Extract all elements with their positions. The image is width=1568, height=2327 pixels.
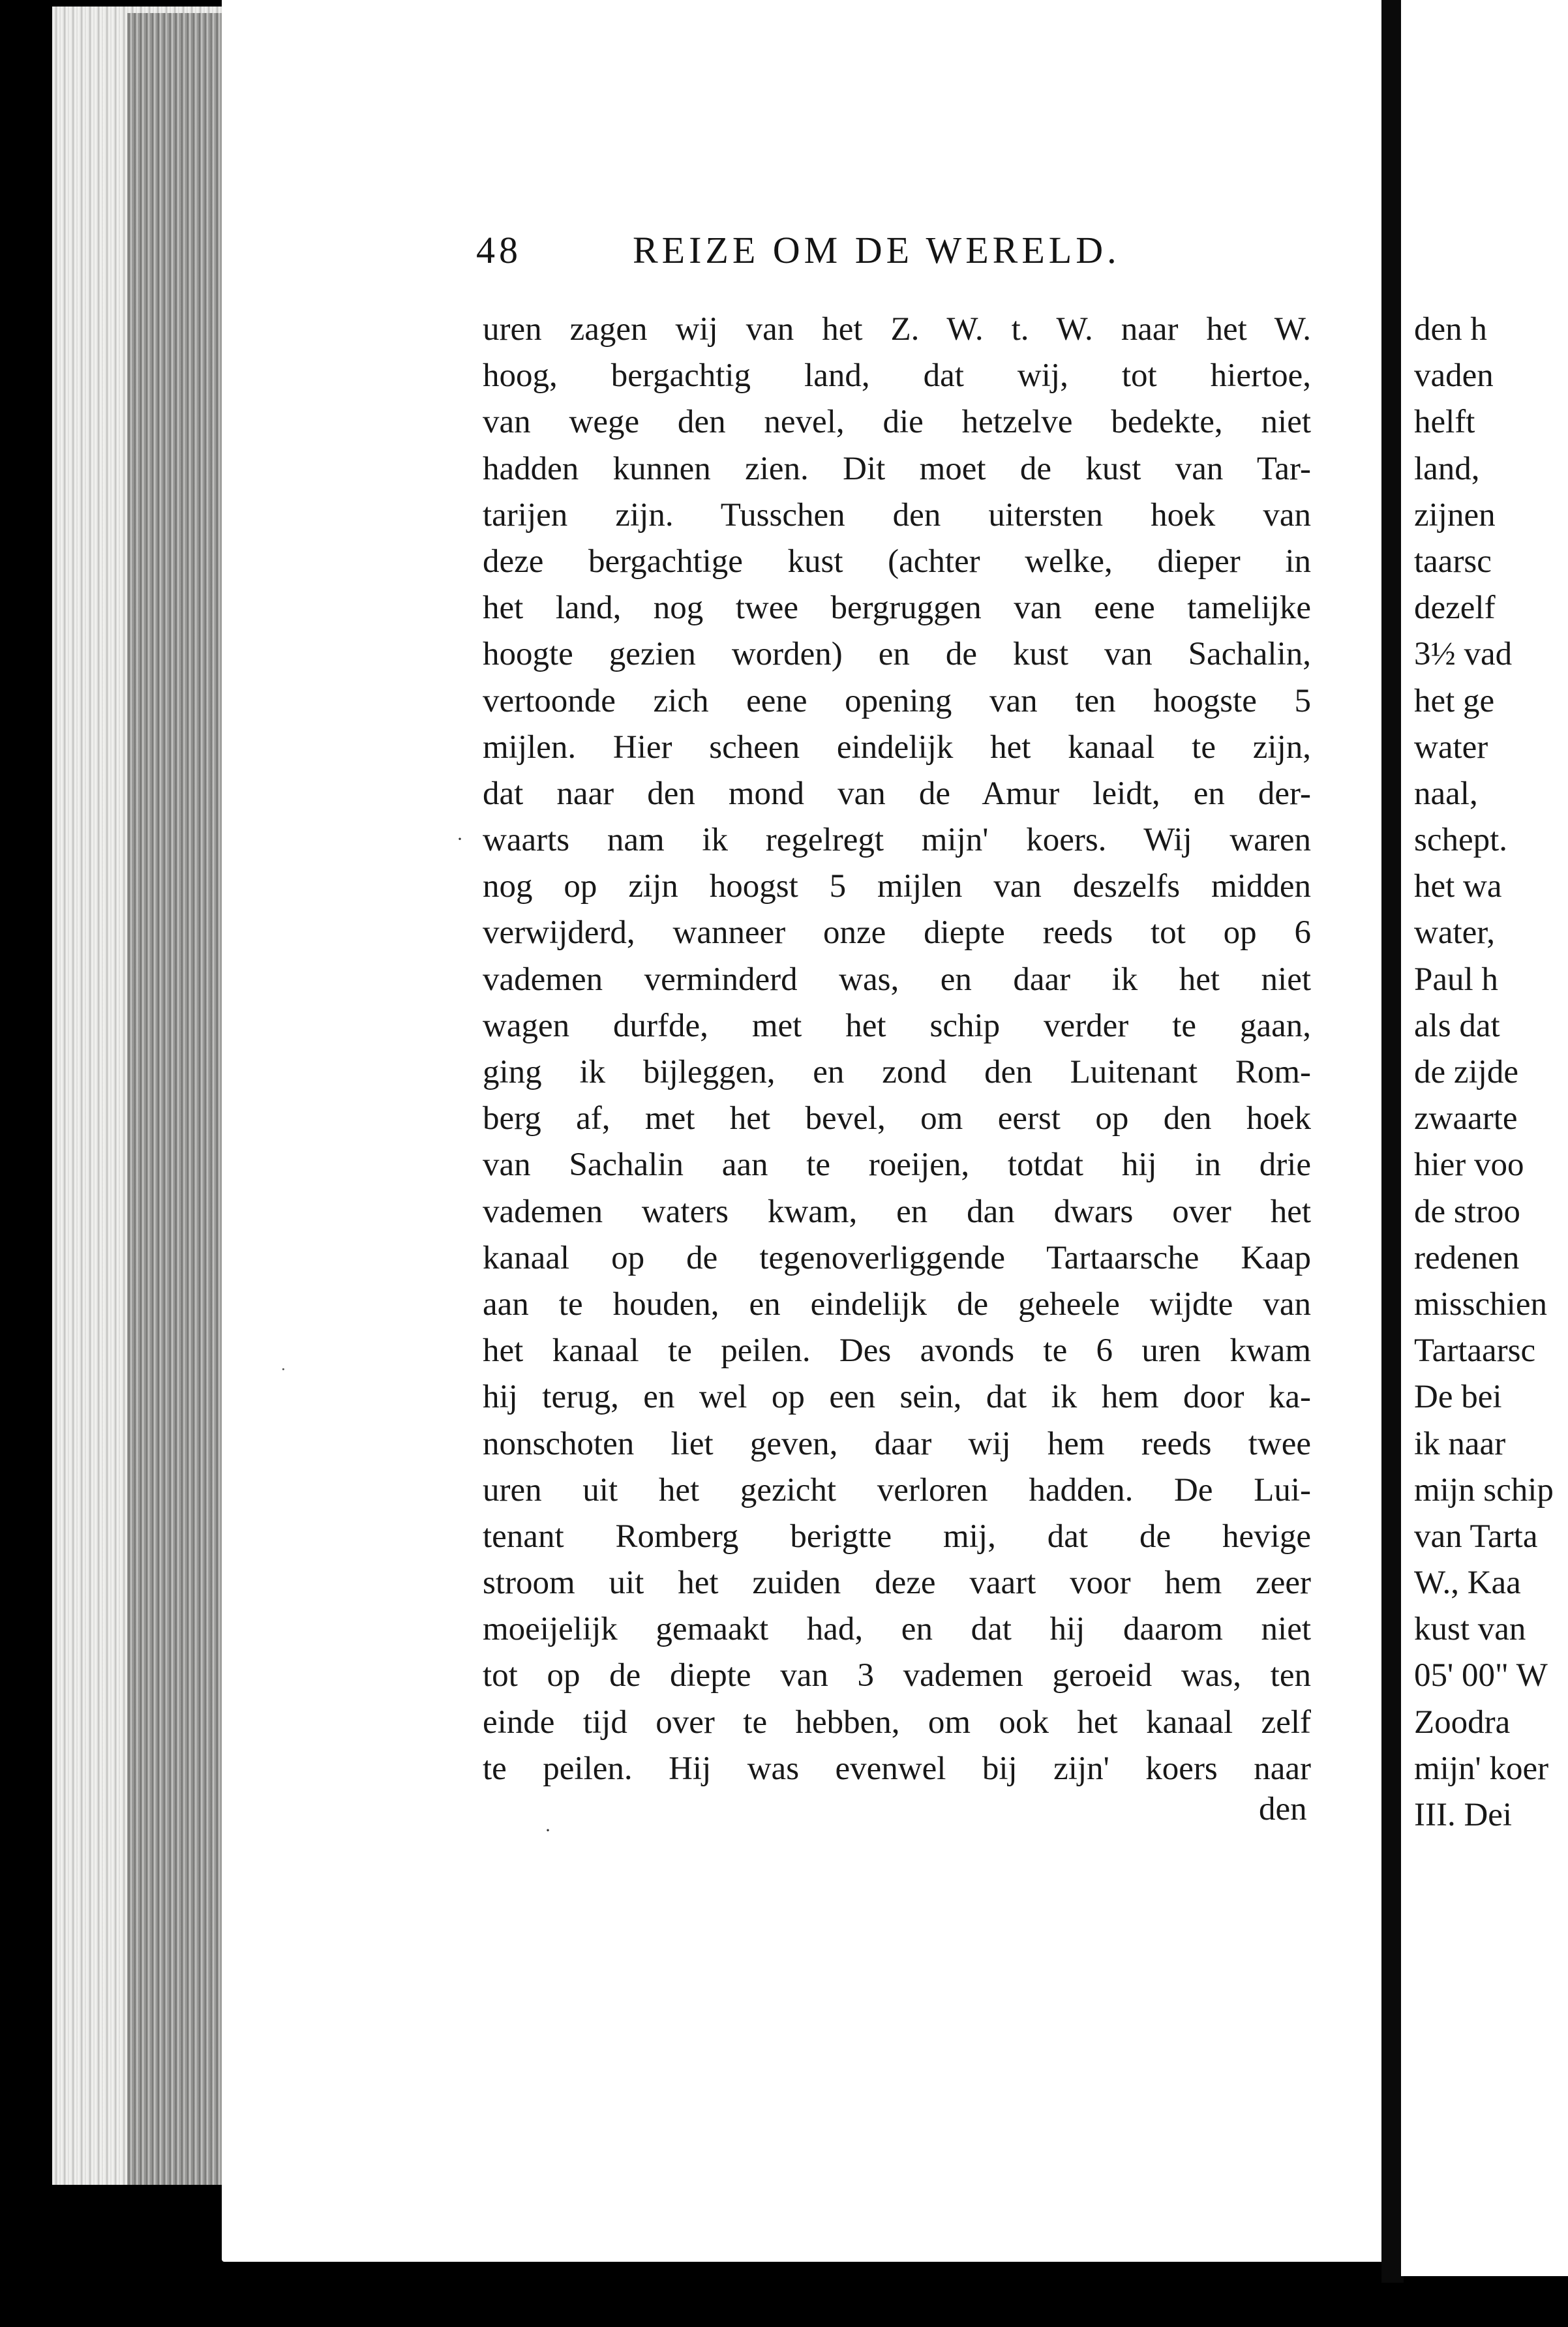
text-line: vaden bbox=[1414, 357, 1494, 395]
text-line: kust van bbox=[1414, 1611, 1526, 1648]
text-line: van Tarta bbox=[1414, 1518, 1538, 1555]
text-line: schept. bbox=[1414, 822, 1508, 859]
text-line: aan te houden, en eindelijk de geheele wijdte van bbox=[483, 1285, 1311, 1323]
text-line: kanaal op de tegenoverliggende Tartaarsche Kaap bbox=[483, 1239, 1311, 1276]
text-line: hoogte gezien worden) en de kust van Sachalin, bbox=[483, 636, 1311, 673]
text-line: Paul h bbox=[1414, 961, 1498, 998]
text-line: het ge bbox=[1414, 682, 1495, 719]
text-line: hoog, bergachtig land, dat wij, tot hiertoe, bbox=[483, 357, 1311, 395]
text-line: hij terug, en wel op een sein, dat ik hem door ka- bbox=[483, 1379, 1311, 1416]
text-line: het land, nog twee bergruggen van eene tamelijke bbox=[483, 590, 1311, 627]
text-line: tot op de diepte van 3 vademen geroeid was, ten bbox=[483, 1657, 1311, 1694]
text-line: vademen verminderd was, en daar ik het niet bbox=[483, 961, 1311, 998]
text-line: hadden kunnen zien. Dit moet de kust van Tar- bbox=[483, 450, 1311, 487]
text-line: mijlen. Hier scheen eindelijk het kanaal te zijn, bbox=[483, 728, 1311, 766]
text-line: tarijen zijn. Tusschen den uitersten hoek van bbox=[483, 496, 1311, 533]
text-line: Zoodra bbox=[1414, 1704, 1511, 1741]
page-header bbox=[476, 228, 1389, 280]
text-line: de stroo bbox=[1414, 1193, 1520, 1230]
text-line: De bei bbox=[1414, 1379, 1502, 1416]
text-line: water, bbox=[1414, 914, 1495, 952]
text-line: deze bergachtige kust (achter welke, dieper in bbox=[483, 543, 1311, 580]
text-line: Tartaarsc bbox=[1414, 1332, 1536, 1370]
text-line: ging ik bijleggen, en zond den Luitenant Rom- bbox=[483, 1054, 1311, 1090]
text-line: mijn schip bbox=[1414, 1471, 1554, 1509]
text-line: van wege den nevel, die hetzelve bedekte, niet bbox=[483, 404, 1311, 441]
text-line: mijn' koer bbox=[1414, 1750, 1549, 1787]
text-line: water bbox=[1414, 728, 1488, 766]
text-line: hier voo bbox=[1414, 1147, 1524, 1184]
text-line: zwaarte bbox=[1414, 1100, 1518, 1137]
text-line: vertoonde zich eene opening van ten hoogste 5 bbox=[483, 682, 1311, 719]
text-line: waarts nam ik regelregt mijn' koers. Wij waren bbox=[483, 822, 1311, 859]
text-line: land, bbox=[1414, 450, 1480, 487]
text-line: helft bbox=[1414, 404, 1475, 441]
text-line: uren uit het gezicht verloren hadden. De Lui- bbox=[483, 1471, 1311, 1509]
text-line: moeijelijk gemaakt had, en dat hij daarom niet bbox=[483, 1611, 1311, 1648]
text-line: III. Dei bbox=[1414, 1797, 1513, 1833]
text-line: ik naar bbox=[1414, 1425, 1506, 1462]
catchword: den bbox=[1259, 1791, 1307, 1827]
text-line: einde tijd over te hebben, om ook het kanaal zelf bbox=[483, 1704, 1311, 1741]
text-line: de zijde bbox=[1414, 1054, 1518, 1090]
text-line: zijnen bbox=[1414, 496, 1496, 533]
text-line: redenen bbox=[1414, 1239, 1520, 1276]
text-line: misschien bbox=[1414, 1285, 1547, 1323]
text-line: naal, bbox=[1414, 775, 1478, 812]
page-number: 48 bbox=[476, 229, 522, 271]
body-text bbox=[483, 307, 1311, 1792]
running-title: REIZE OM DE WERELD. bbox=[633, 229, 1121, 271]
text-line: als dat bbox=[1414, 1007, 1500, 1044]
text-line: nog op zijn hoogst 5 mijlen van deszelfs midden bbox=[483, 868, 1311, 905]
text-line: stroom uit het zuiden deze vaart voor hem zeer bbox=[483, 1565, 1311, 1602]
ink-speck: · bbox=[280, 1360, 286, 1379]
text-line: vademen waters kwam, en dan dwars over het bbox=[483, 1193, 1311, 1230]
ink-speck: · bbox=[545, 1820, 551, 1841]
text-line: dat naar den mond van de Amur leidt, en der- bbox=[483, 775, 1311, 812]
text-line: nonschoten liet geven, daar wij hem reeds twee bbox=[483, 1425, 1311, 1462]
text-line: W., Kaa bbox=[1414, 1565, 1521, 1602]
text-line: den h bbox=[1414, 311, 1487, 348]
text-line: wagen durfde, met het schip verder te gaan, bbox=[483, 1007, 1311, 1044]
text-line: 3½ vad bbox=[1414, 636, 1513, 673]
facing-page-text bbox=[1414, 307, 1568, 1839]
text-line: het wa bbox=[1414, 868, 1502, 905]
text-line: 05' 00" W bbox=[1414, 1657, 1548, 1694]
text-line: tenant Romberg berigtte mij, dat de hevige bbox=[483, 1518, 1311, 1555]
text-line: taarsc bbox=[1414, 543, 1492, 580]
text-line: verwijderd, wanneer onze diepte reeds tot op 6 bbox=[483, 914, 1311, 952]
text-line: van Sachalin aan te roeijen, totdat hij in drie bbox=[483, 1147, 1311, 1184]
text-line: berg af, met het bevel, om eerst op den hoek bbox=[483, 1100, 1311, 1137]
text-line: het kanaal te peilen. Des avonds te 6 uren kwam bbox=[483, 1332, 1311, 1370]
book-gutter bbox=[1381, 0, 1404, 2283]
text-line: te peilen. Hij was evenwel bij zijn' koers naar bbox=[483, 1750, 1311, 1787]
text-line: uren zagen wij van het Z. W. t. W. naar het W. bbox=[483, 311, 1311, 348]
ink-speck: · bbox=[457, 828, 463, 850]
text-line: dezelf bbox=[1414, 590, 1496, 627]
